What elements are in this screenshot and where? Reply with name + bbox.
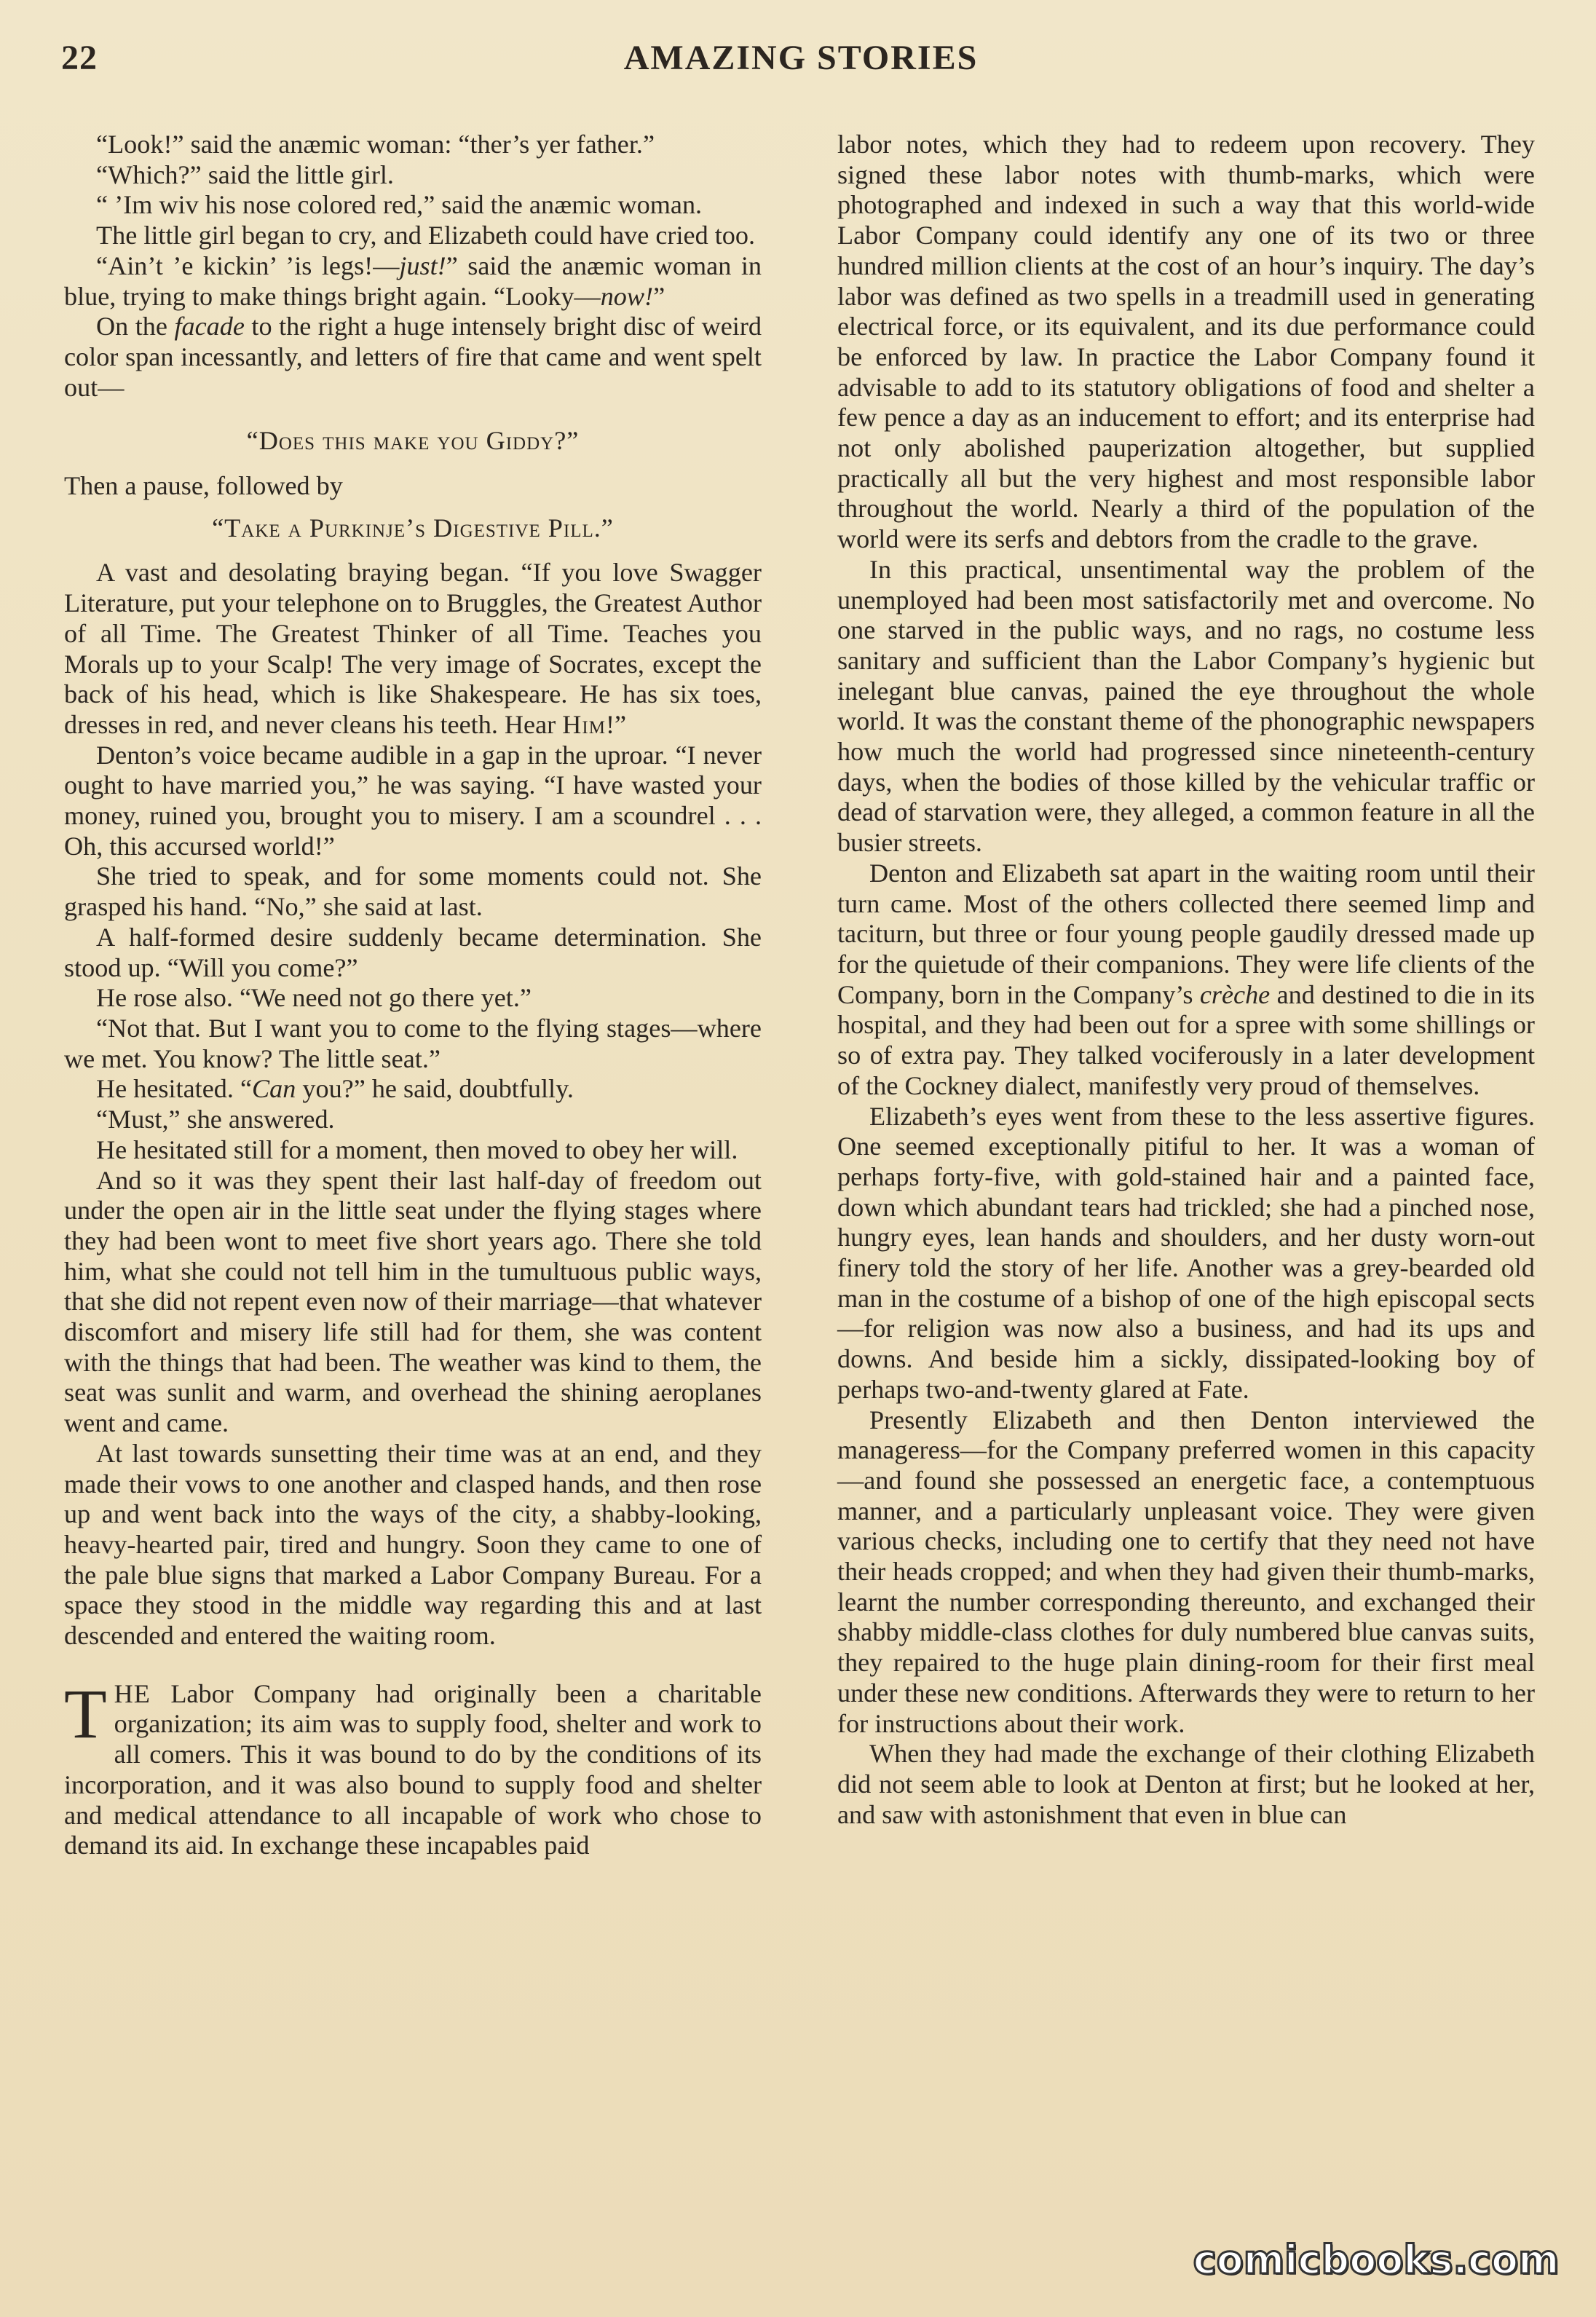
paragraph: He rose also. “We need not go there yet.” — [96, 983, 532, 1013]
paragraph — [64, 312, 762, 403]
paragraph: Presently Elizabeth and then Denton interviewed the manageress—for the Company preferred women in this capacity—and found she possessed an energetic face, a contemptuous manner, and a particularly unpleasant voice. They were given various checks, including one to certify that they need not have their heads cropped; and when they had given their thumb-marks, learnt the number corresponding thereunto, and exchanged their shabby middle-class clothes for duly numbered blue canvas suits, they repaired to the huge plain dining-room for their first meal under these new conditions. Afterwards they were to return to her for instructions about their work. — [837, 1405, 1535, 1738]
small-caps-text: HE — [114, 1678, 151, 1708]
italic-text: now! — [600, 281, 654, 311]
text-run: Denton and Elizabeth sat apart in the waiting room until their turn came. Most of the others collected there seemed limp and taciturn, but three or four young people gaudily dressed made up for the quietude of their companions. They were life clients of the Company, born in the Company’s — [837, 858, 1535, 1009]
paragraph: Denton’s voice became audible in a gap in the uproar. “I never ought to have married you,” he was saying. “I have wasted your money, ruined you, brought you to misery. I am a scoundrel . . . Oh, this accursed world!” — [64, 740, 762, 861]
sign-text: “Take a Purkinje’s Digestive Pill.” — [212, 513, 614, 542]
sign-text: “Does this make you Giddy?” — [246, 426, 580, 456]
section-start-paragraph — [64, 1674, 762, 1861]
text-run: !” — [605, 709, 627, 739]
text-run: On the — [96, 312, 175, 342]
right-column — [837, 130, 1535, 1830]
running-title: AMAZING STORIES — [623, 39, 979, 77]
site-watermark: comicbooks.com — [1193, 2236, 1560, 2283]
drop-cap: T — [64, 1674, 107, 1753]
paragraph: “Look!” said the anæmic woman: “ther’s yer father.” — [96, 130, 655, 159]
paragraph: He hesitated still for a moment, then moved to obey her will. — [96, 1134, 738, 1164]
paragraph: Elizabeth’s eyes went from these to the less assertive figures. One seemed exceptionally pitiful to her. It was a woman of perhaps forty-five, with gold-stained hair and a painted face, down which abundant tears had trickled; she had a pinched nose, hungry eyes, lean hands and shoulders, and her dusty worn-out finery told the story of her life. Another was a grey-bearded old man in the costume of a bishop of one of the high episcopal sects—for religion was now also a business, and had its ups and downs. And beside him a sickly, dissipated-looking boy of perhaps two-and-twenty glared at Fate. — [837, 1101, 1535, 1404]
paragraph — [64, 558, 762, 740]
left-column — [64, 130, 762, 1861]
text-run: Labor Company had originally been a charitable organization; its aim was to supply food, shelter and work to all comers. This it was bound to do by the conditions of its incorporation, and it was also bound to supply food and shelter and medical attendance to all incapable of work who chose to demand its aid. In exchange these incapables paid — [64, 1678, 762, 1860]
text-run: He hesitated. “ — [96, 1074, 253, 1104]
text-run: you?” he said, doubtfully. — [296, 1074, 574, 1104]
italic-text: just! — [399, 250, 446, 280]
italic-text: Can — [252, 1074, 296, 1104]
page-number: 22 — [61, 39, 98, 77]
paragraph: The little girl began to cry, and Elizabeth could have cried too. — [96, 221, 756, 250]
paragraph: “Which?” said the little girl. — [96, 159, 394, 189]
paragraph: She tried to speak, and for some moments could not. She grasped his hand. “No,” she said at last. — [64, 861, 762, 922]
paragraph: In this practical, unsentimental way the problem of the unemployed had been most satisfactorily met and overcome. No one starved in the public ways, and no rags, no costume less sanitary and sufficient than the Labor Company’s hygienic but inelegant blue canvas, pained the eye throughout the whole world. It was the constant theme of the phonographic newspapers how much the world had progressed since nineteenth-century days, when the bodies of those killed by the vehicular traffic or dead of starvation were, they alleged, a common feature in all the busier streets. — [837, 554, 1535, 858]
paragraph — [837, 858, 1535, 1102]
paragraph: “Not that. But I want you to come to the flying stages—where we met. You know? The little seat.” — [64, 1013, 762, 1073]
page-header — [58, 38, 1544, 89]
text-run: ” said the anæmic woman in blue, trying to make things bright again. “Looky— — [64, 250, 762, 311]
text-run: “Ain’t ’e kickin’ ’is legs!— — [96, 250, 400, 280]
paragraph: At last towards sunsetting their time was at an end, and they made their vows to one another and clasped hands, and then rose up and went back into the ways of the city, a shabby-looking, heavy-hearted pair, tired and hungry. Soon they came to one of the pale blue signs that marked a Labor Company Bureau. For a space they stood in the middle way regarding this and at last descended and entered the waiting room. — [64, 1438, 762, 1651]
paragraph: When they had made the exchange of their clothing Elizabeth did not seem able to look at Denton at first; but he looked at her, and saw with astonishment that even in blue can — [837, 1739, 1535, 1829]
text-run: and destined to die in its hospital, and they had been out for a spree with some shillings or so of extra pay. They talked vociferously in a later development of the Cockney dialect, manifestly very proud of themselves. — [837, 979, 1535, 1100]
paragraph: “Must,” she answered. — [96, 1105, 335, 1134]
italic-text: facade — [174, 312, 245, 342]
paragraph: labor notes, which they had to redeem upon recovery. They signed these labor notes with thumb-marks, which were photographed and indexed in such a way that this world-wide Labor Company could identify any one of its two or three hundred million clients at the cost of an hour’s inquiry. The day’s labor was defined as two spells in a treadmill used in generating electrical force, or its equivalent, and its due performance could be enforced by law. In practice the Labor Company found it advisable to add to its statutory obligations of food and shelter a few pence a day as an inducement to effort; and its enterprise had not only abolished pauperization altogether, but supplied practically all but the very highest and most responsible labor throughout the world. Nearly a third of the population of the world were its serfs and debtors from the cradle to the grave. — [837, 130, 1535, 554]
text-run: ” — [653, 281, 665, 311]
small-caps-text: Him — [562, 709, 606, 739]
paragraph — [64, 1074, 762, 1105]
paragraph: A half-formed desire suddenly became determination. She stood up. “Will you come?” — [64, 922, 762, 982]
paragraph: Then a pause, followed by — [64, 471, 343, 501]
text-run: A vast and desolating braying began. “If you love Swagger Literature, put your telephone on to Bruggles, the Greatest Author of all Time. The Greatest Thinker of all Time. Teaches you Morals up to your Scalp! The very image of Socrates, except the back of his head, which is like Shakespeare. He has six toes, dresses in red, and never cleans his teeth. Hear — [64, 558, 762, 739]
paragraph: “ ’Im wiv his nose colored red,” said the anæmic woman. — [96, 190, 703, 220]
paragraph: And so it was they spent their last half-day of freedom out under the open air in the little seat under the flying stages where they had been wont to meet five short years ago. There she told him, what she could not tell him in the tumultuous public ways, that she did not repent even now of their marriage—that whatever discomfort and misery life still had for them, she was content with the things that had been. The weather was kind to them, the seat was sunlit and warm, and overhead the shining aeroplanes went and came. — [64, 1165, 762, 1438]
italic-text: crèche — [1199, 979, 1271, 1009]
text-run: to the right a huge intensely bright disc of weird color span incessantly, and letters of fire that came and went spelt out— — [64, 312, 762, 402]
paragraph — [64, 251, 762, 312]
